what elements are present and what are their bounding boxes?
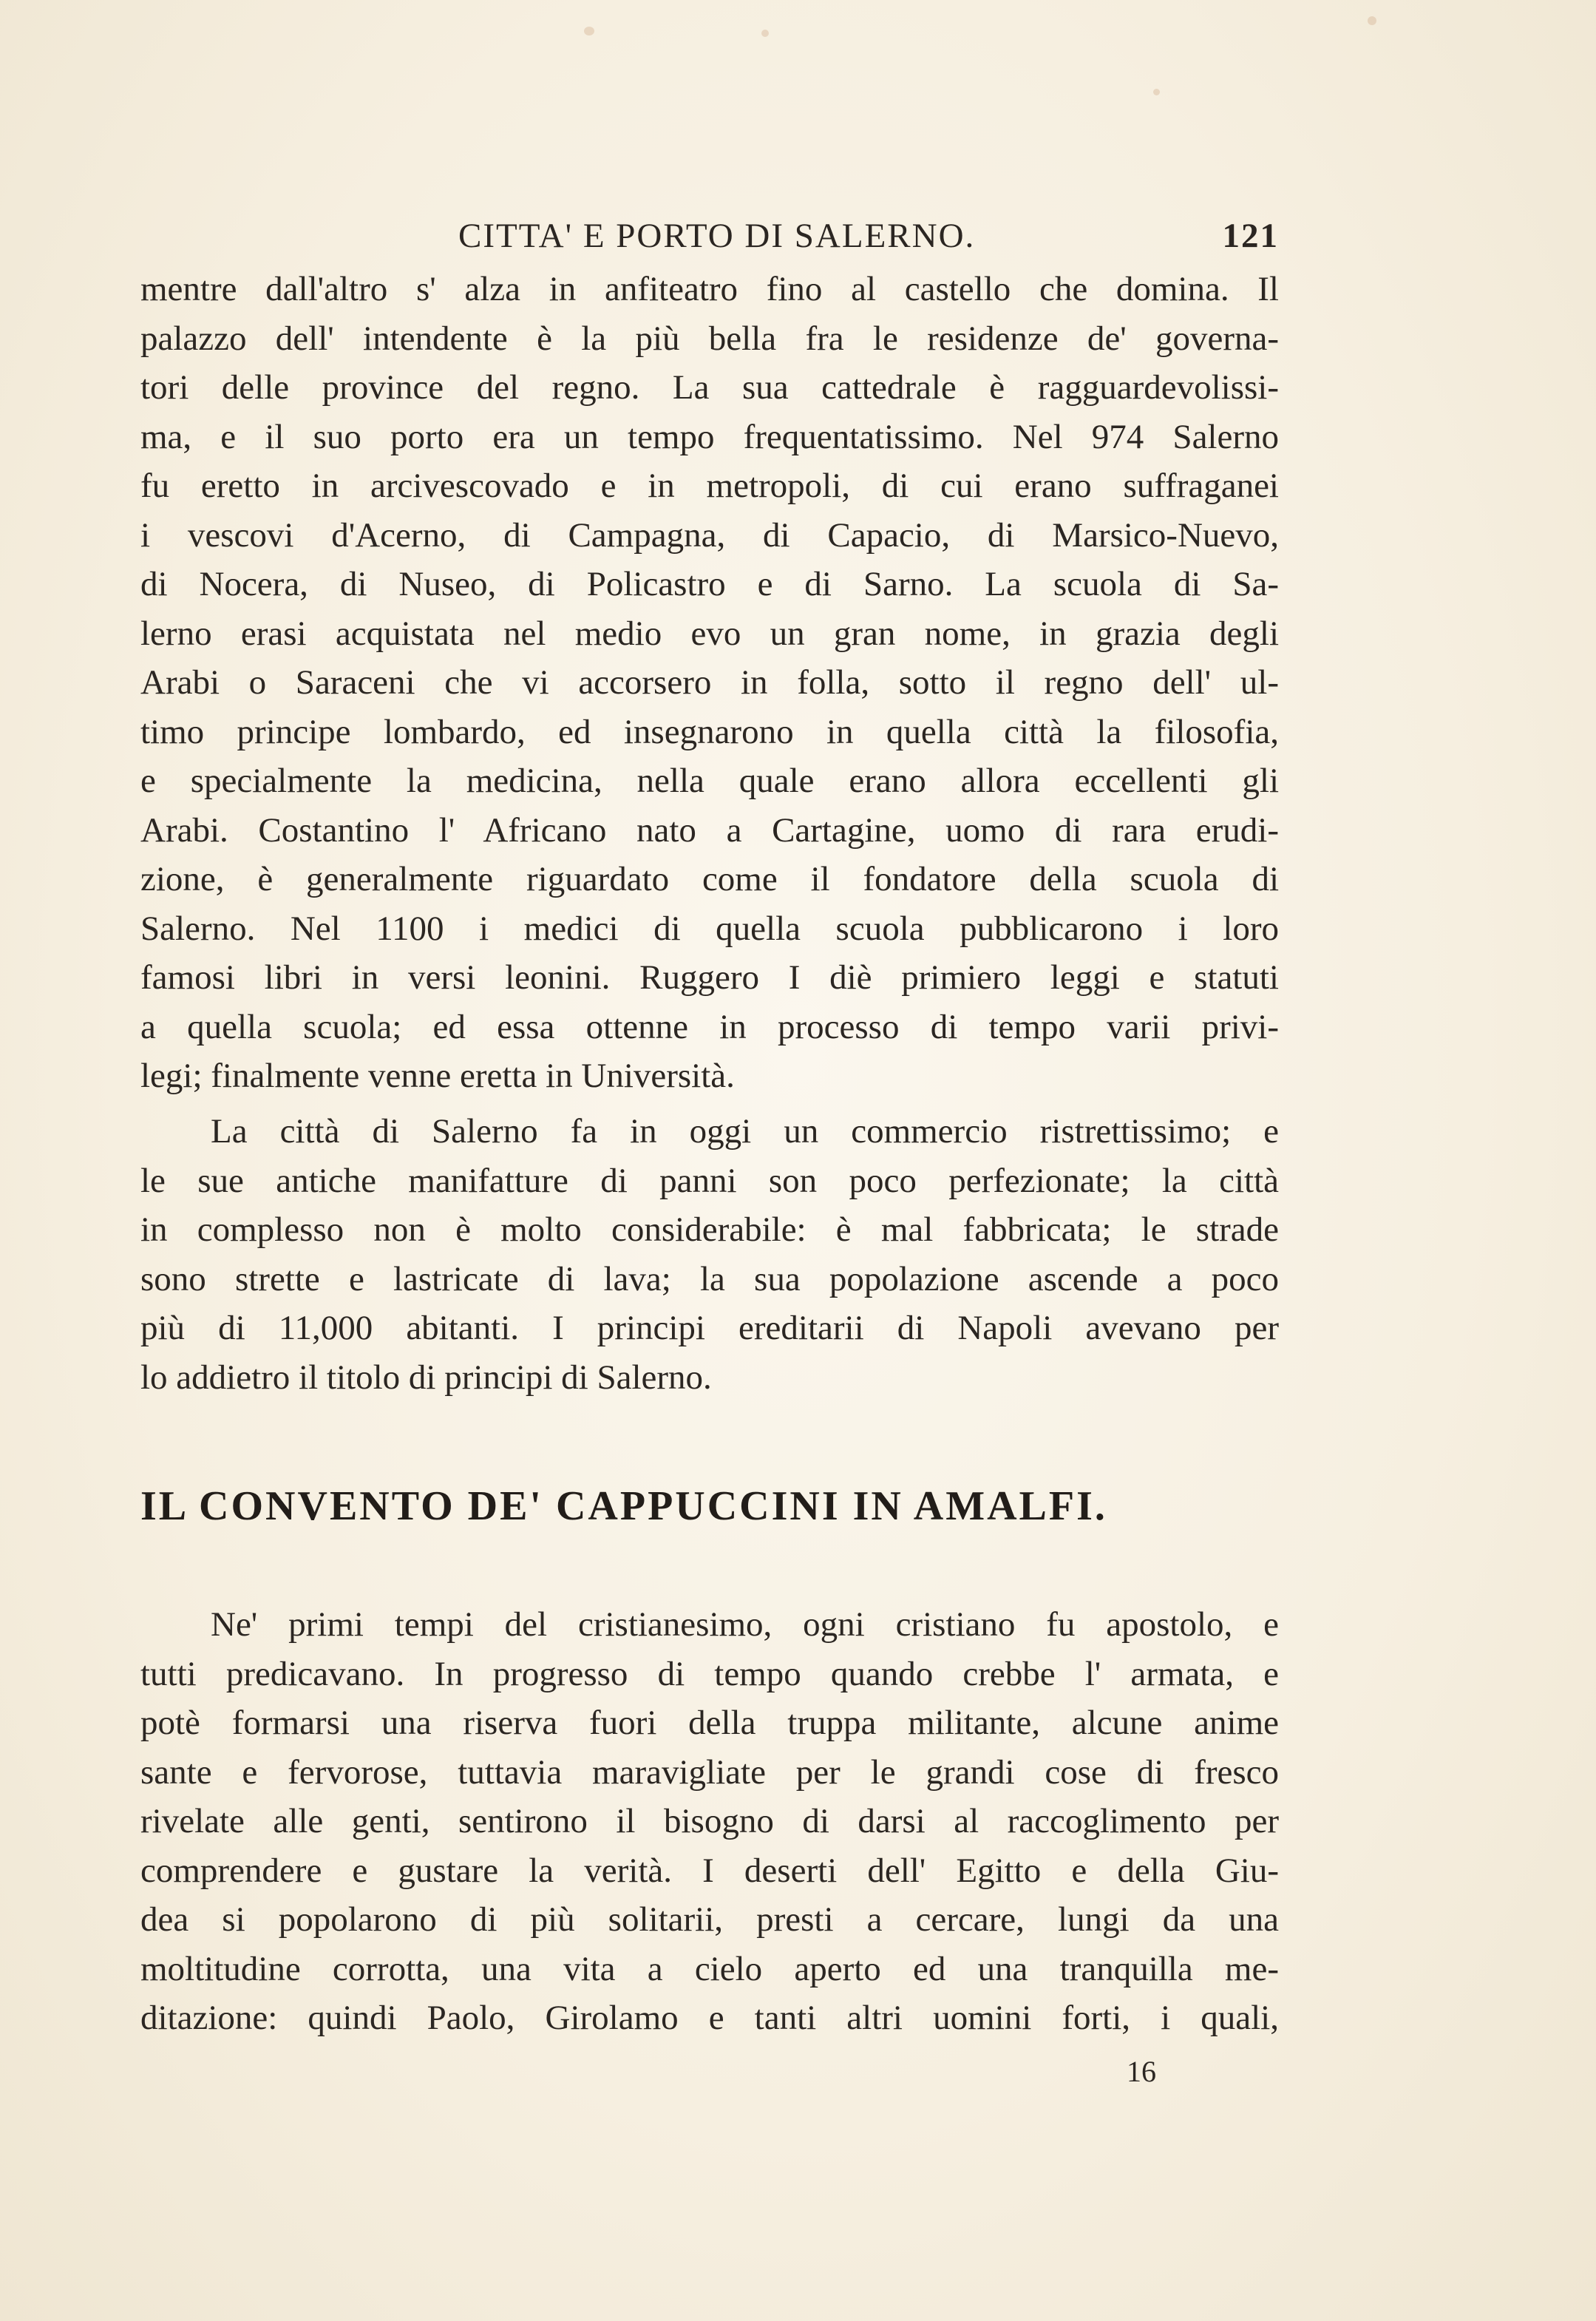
foxing-stain	[1368, 16, 1376, 25]
text-line: Arabi o Saraceni che vi accorsero in folla, sotto il regno dell' ul-	[140, 663, 1279, 702]
text-line: fu eretto in arcivescovado e in metropoli, di cui erano suffraganei	[140, 467, 1279, 505]
text-line: in complesso non è molto considerabile: è mal fabbricata; le strade	[140, 1210, 1279, 1249]
text-line: lo addietro il titolo di principi di Salerno.	[140, 1358, 712, 1397]
text-line: La città di Salerno fa in oggi un commercio ristrettissimo; e	[211, 1112, 1279, 1151]
text-line: più di 11,000 abitanti. I principi ereditarii di Napoli avevano per	[140, 1309, 1279, 1347]
text-line: potè formarsi una riserva fuori della truppa militante, alcune anime	[140, 1704, 1279, 1742]
text-line: legi; finalmente venne eretta in Università.	[140, 1057, 735, 1095]
text-line: rivelate alle genti, sentirono il bisogno di darsi al raccoglimento per	[140, 1802, 1279, 1840]
text-line: ditazione: quindi Paolo, Girolamo e tanti altri uomini forti, i quali,	[140, 1999, 1279, 2037]
text-line: palazzo dell' intendente è la più bella fra le residenze de' governa-	[140, 319, 1279, 358]
text-line: sante e fervorose, tuttavia maravigliate per le grandi cose di fresco	[140, 1752, 1279, 1792]
text-line: Ne' primi tempi del cristianesimo, ogni cristiano fu apostolo, e	[211, 1605, 1279, 1644]
section-heading: IL CONVENTO DE' CAPPUCCINI IN AMALFI.	[140, 1483, 1107, 1529]
text-line: Salerno. Nel 1100 i medici di quella scuola pubblicarono i loro	[140, 909, 1279, 948]
foxing-stain	[584, 27, 594, 35]
text-line: sono strette e lastricate di lava; la sua popolazione ascende a poco	[140, 1259, 1279, 1298]
text-line: di Nocera, di Nuseo, di Policastro e di Sarno. La scuola di Sa-	[140, 565, 1279, 603]
text-line: moltitudine corrotta, una vita a cielo aperto ed una tranquilla me-	[140, 1949, 1279, 1988]
running-header	[140, 216, 1279, 260]
signature-mark: 16	[1127, 2055, 1156, 2088]
text-line: ma, e il suo porto era un tempo frequentatissimo. Nel 974 Salerno	[140, 417, 1279, 456]
foxing-stain	[761, 30, 769, 37]
text-line: mentre dall'altro s' alza in anfiteatro fino al castello che domina. Il	[140, 270, 1279, 308]
text-line: le sue antiche manifatture di panni son poco perfezionate; la città	[140, 1161, 1279, 1200]
running-title: CITTA' E PORTO DI SALERNO.	[458, 217, 976, 255]
text-line: dea si popolarono di più solitarii, presti a cercare, lungi da una	[140, 1900, 1279, 1939]
text-line: famosi libri in versi leonini. Ruggero I diè primiero leggi e statuti	[140, 958, 1279, 997]
text-line: zione, è generalmente riguardato come il fondatore della scuola di	[140, 860, 1279, 898]
text-line: lerno erasi acquistata nel medio evo un gran nome, in grazia degli	[140, 614, 1279, 653]
text-line: Arabi. Costantino l' Africano nato a Cartagine, uomo di rara erudi-	[140, 810, 1279, 850]
text-line: i vescovi d'Acerno, di Campagna, di Capacio, di Marsico-Nuevo,	[140, 515, 1279, 555]
paragraph-salerno-commerce	[140, 1107, 1279, 1402]
text-line: tutti predicavano. In progresso di tempo quando crebbe l' armata, e	[140, 1654, 1279, 1693]
text-line: comprendere e gustare la verità. I deserti dell' Egitto e della Giu-	[140, 1851, 1279, 1890]
page-number: 121	[1222, 217, 1279, 255]
text-line: tori delle province del regno. La sua cattedrale è ragguardevolissi-	[140, 368, 1279, 407]
paragraph-salerno-history	[140, 265, 1279, 1101]
foxing-stain	[1153, 89, 1160, 95]
text-line: a quella scuola; ed essa ottenne in processo di tempo varii privi-	[140, 1007, 1279, 1046]
paragraph-convent-amalfi	[140, 1600, 1279, 2043]
text-line: timo principe lombardo, ed insegnarono in quella città la filosofia,	[140, 712, 1279, 751]
text-line: e specialmente la medicina, nella quale erano allora eccellenti gli	[140, 762, 1279, 800]
